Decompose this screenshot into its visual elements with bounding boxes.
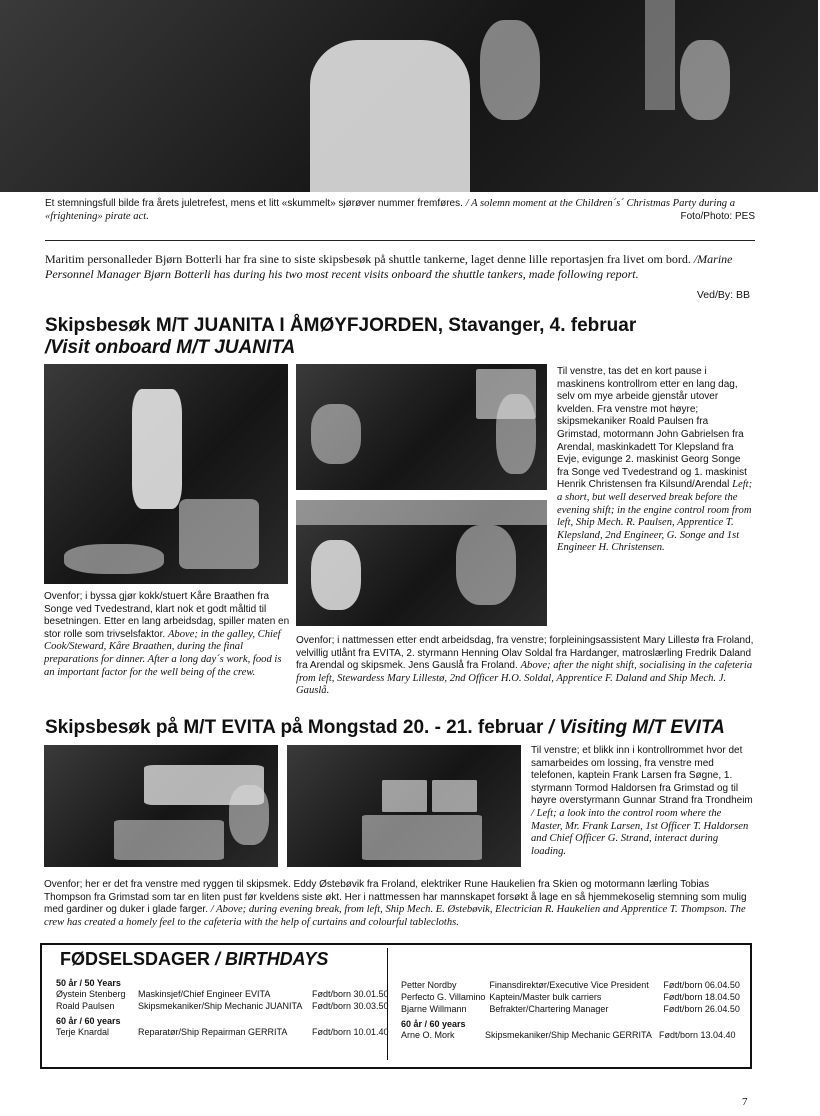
birthday-name: Petter Nordby	[401, 980, 457, 990]
birthday-row	[401, 1029, 743, 1041]
divider	[45, 240, 755, 241]
section2-heading: Skipsbesøk på M/T EVITA på Mongstad 20. - 21. februar / Visiting M/T EVITA	[45, 717, 725, 738]
photo-night-mess	[296, 500, 547, 626]
birthday-role: Skipsmekaniker/Ship Mechanic GERRITA	[485, 1030, 652, 1040]
birthdays-left-column	[56, 978, 396, 1038]
birthday-row	[401, 979, 747, 991]
birthday-name: Perfecto G. Villamino	[401, 992, 486, 1002]
galley-caption: Ovenfor; i byssa gjør kokk/stuert Kåre Braathen fra Songe ved Tvedestrand, klart nok et godt måltid til besetningen. Etter en lang arbeidsdag, spiller maten en stor rolle som trivselsfaktor. Above; in the galley, Chief Cook/Steward, Kåre Braathen, during the final preparations for dinner. After a long day´s work, food is an important factor for the well being of the crew.	[44, 591, 290, 678]
birthday-born: Født/born 18.04.50	[663, 992, 740, 1002]
group-50-label: 50 år / 50 Years	[56, 978, 121, 988]
birthdays-right-column	[401, 979, 747, 1041]
birthday-role: Kaptein/Master bulk carriers	[489, 992, 602, 1002]
birthday-name: Terje Knardal	[56, 1027, 110, 1037]
top-caption: Et stemningsfull bilde fra årets juletrefest, mens et litt «skummelt» sjørøver nummer fremføres. / A solemn moment at the Children´s´ Christmas Party during a «frightening» pirate act. Foto/Photo: PES	[45, 198, 755, 222]
birthday-row	[56, 1000, 396, 1012]
section1-heading: Skipsbesøk M/T JUANITA I ÅMØYFJORDEN, Stavanger, 4. februar /Visit onboard M/T JUANITA	[45, 315, 637, 358]
birthday-born: Født/born 10.01.40	[312, 1027, 389, 1037]
birthday-born: Født/born 06.04.50	[663, 980, 740, 990]
birthday-born: Født/born 13.04.40	[659, 1030, 736, 1040]
right-60-list	[401, 1029, 743, 1041]
mess-caption: Ovenfor; i nattmessen etter endt arbeidsdag, fra venstre; forpleiningsassistent Mary Lillestø fra Froland, velvillig utlånt fra EVITA, 2. styrmann Henning Olav Soldal fra Hardanger, matroslærling Fredrik Daland fra Arendal og skipsmek. Jens Gauslå fra Froland. Above; after the night shift, socialising in the cafeteria from left, Stewardess Mary Lillestø, 2nd Officer H.O. Soldal, Apprentice F. Daland and Ship Mech. J. Gauslå.	[296, 635, 754, 697]
group-60-label-right: 60 år / 60 years	[401, 1019, 466, 1029]
birthdays-box	[40, 943, 752, 1069]
page-number: 7	[742, 1096, 748, 1108]
birthday-row	[401, 991, 747, 1003]
photo-credit: Foto/Photo: PES	[680, 211, 755, 222]
intro-credit: Ved/By: BB	[696, 289, 750, 301]
photo-christmas-party	[0, 0, 818, 192]
birthday-role: Finansdirektør/Executive Vice President	[489, 980, 649, 990]
photo-evita-cafeteria	[44, 745, 278, 867]
evita-control-caption: Til venstre; et blikk inn i kontrollrommet hvor det samarbeides om lossing, fra venstre med telefonen, kaptein Frank Larsen fra Søgne, 1. styrmann Tormod Haldorsen fra Grimstad og til høyre overstyrmann Gunnar Strand fra Trondheim / Left; a look into the control room where the Master, Mr. Frank Larsen, 1st Officer T. Haldorsen and Chief Officer G. Strand, interact during loading.	[531, 745, 753, 857]
birthday-name: Bjarne Willmann	[401, 1004, 467, 1014]
control-room-caption: Til venstre, tas det en kort pause i maskinens kontrollrom etter en lang dag, selv om mye arbeide gjenstår utover kvelden. Fra venstre mot høyre; skipsmekaniker Roald Paulsen fra Grimstad, motormann John Gabrielsen fra Arendal, maskinkadett Tor Klepsland fra Evje, evigunge 2. maskinist Georg Songe fra Songe ved Tvedestrand og 1. maskinist Henrik Christensen fra Kilsund/Arendal Left; a short, but well deserved break before the evening shift; in the engine control room from left, Ship Mech. R. Paulsen, Apprentice T. Klepsland, 2nd Engineer, G. Songe and 1st Engineer H. Christensen.	[557, 366, 753, 554]
birthday-born: Født/born 30.03.50	[312, 1001, 389, 1011]
birthday-row	[401, 1003, 747, 1015]
photo-engine-control-room	[296, 364, 547, 490]
birthday-role: Skipsmekaniker/Ship Mechanic JUANITA	[138, 1001, 303, 1011]
evita-cafeteria-caption: Ovenfor; her er det fra venstre med ryggen til skipsmek. Eddy Østebøvik fra Froland, elektriker Rune Haukelien fra Skien og motormann lærling Tobias Thompson fra Grimstad som tar en liten pust før kveldens siste økt. Her i nattmessen har mannskapet forsøkt å lage en så hjemmekoselig stemning som mulig med gardiner og duker i glade farger. / Above; during evening break, from left, Ship Mech. E. Østebøvik, Electrician R. Haukelien and Apprentice T. Thompson. The crew has created a homely feel to the cafeteria with the help of curtains and colourful tablecloths.	[44, 879, 747, 928]
birthday-role: Maskinsjef/Chief Engineer EVITA	[138, 989, 271, 999]
birthday-role: Befrakter/Chartering Manager	[489, 1004, 609, 1014]
birthday-born: Født/born 26.04.50	[663, 1004, 740, 1014]
birthday-born: Født/born 30.01.50	[312, 989, 389, 999]
birthday-name: Roald Paulsen	[56, 1001, 115, 1011]
birthdays-title: FØDSELSDAGER / BIRTHDAYS	[60, 949, 329, 969]
left-50-list	[56, 988, 396, 1012]
photo-evita-control-room	[287, 745, 521, 867]
right-50-list	[401, 979, 747, 1015]
intro-text: Maritim personalleder Bjørn Botterli har fra sine to siste skipsbesøk på shuttle tankerne, laget denne lille reportasjen fra livet om bord. /Marine Personnel Manager Bjørn Botterli has during his two most recent visits onboard the shuttle tankers, made following report. Ved/By: BB	[45, 252, 750, 301]
birthday-name: Øystein Stenberg	[56, 989, 126, 999]
birthday-row	[56, 1026, 396, 1038]
group-60-label: 60 år / 60 years	[56, 1016, 121, 1026]
left-60-list	[56, 1026, 396, 1038]
birthday-name: Arne O. Mork	[401, 1030, 455, 1040]
birthday-row	[56, 988, 396, 1000]
birthday-role: Reparatør/Ship Repairman GERRITA	[138, 1027, 288, 1037]
photo-galley	[44, 364, 288, 584]
